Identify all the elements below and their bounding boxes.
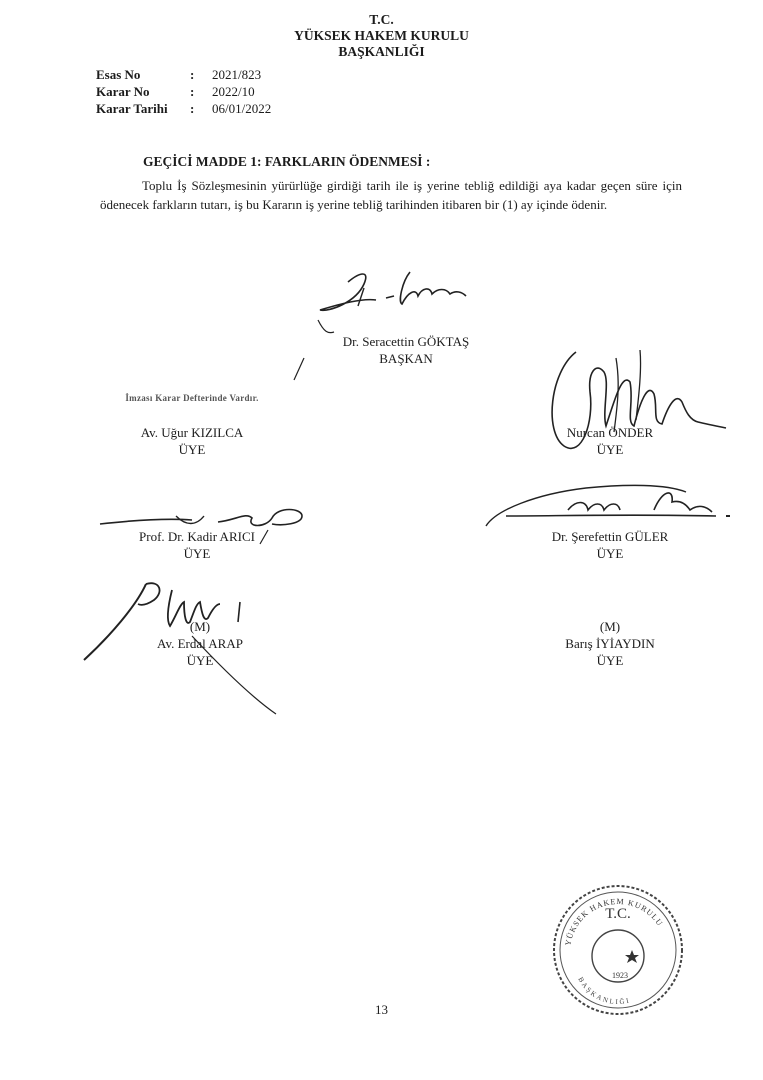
meta-colon: : <box>190 84 195 99</box>
signatory-role: ÜYE <box>596 442 624 457</box>
header-tc: T.C. <box>369 12 394 27</box>
signature-block-member3 <box>112 528 282 562</box>
register-note-stamp: İmzası Karar Defterinde Vardır. <box>125 393 259 403</box>
meta-row-karar <box>96 83 271 100</box>
signatory-name: Av. Erdal ARAP <box>157 636 243 651</box>
signatory-mark: (M) <box>189 619 211 634</box>
meta-value: 2022/10 <box>212 84 255 99</box>
header-institution: YÜKSEK HAKEM KURULU <box>294 28 469 43</box>
signature-block-member4 <box>520 528 700 562</box>
meta-value: 2021/823 <box>212 67 262 82</box>
meta-colon: : <box>190 101 195 116</box>
seal-ring-text: YÜKSEK HAKEM KURULU <box>563 896 665 947</box>
signatory-role: ÜYE <box>596 653 624 668</box>
seal-top-text: T.C. <box>605 906 631 922</box>
president-signature <box>290 262 480 392</box>
signatory-mark: (M) <box>599 619 621 634</box>
case-metadata <box>96 66 271 117</box>
signature-block-president <box>318 333 494 367</box>
signatory-name: Dr. Seracettin GÖKTAŞ <box>342 334 470 349</box>
meta-label: Esas No <box>96 67 141 82</box>
signature-block-member6 <box>520 618 700 669</box>
signature-block-member1 <box>102 424 282 458</box>
meta-row-tarih <box>96 100 271 117</box>
signature-block-member5 <box>110 618 290 669</box>
meta-colon: : <box>190 67 195 82</box>
signatory-role: ÜYE <box>183 546 211 561</box>
meta-row-esas <box>96 66 271 83</box>
signatory-role: ÜYE <box>178 442 206 457</box>
seal-bottom-text: BAŞKANLIĞI <box>576 975 632 1007</box>
signatory-role: BAŞKAN <box>379 351 433 366</box>
header-department: BAŞKANLIĞI <box>338 44 425 59</box>
document-header <box>0 12 763 60</box>
star-icon <box>625 950 639 963</box>
meta-label: Karar Tarihi <box>96 101 168 116</box>
meta-label: Karar No <box>96 84 150 99</box>
signatory-name: Nurcan ÖNDER <box>566 425 654 440</box>
page-number: 13 <box>375 1002 388 1017</box>
seal-year: 1923 <box>612 971 628 980</box>
signatory-name: Prof. Dr. Kadir ARICI <box>139 529 255 544</box>
article-title: GEÇİCİ MADDE 1: FARKLARIN ÖDENMESİ : <box>143 154 431 169</box>
crescent-icon <box>610 942 622 966</box>
official-seal <box>548 880 688 1020</box>
signature-block-member2 <box>520 424 700 458</box>
signatory-name: Barış İYİAYDIN <box>565 636 655 651</box>
signatory-role: ÜYE <box>596 546 624 561</box>
meta-value: 06/01/2022 <box>212 101 272 116</box>
signatory-name: Dr. Şerefettin GÜLER <box>551 529 669 544</box>
signatory-role: ÜYE <box>186 653 214 668</box>
signatory-name: Av. Uğur KIZILCA <box>140 425 244 440</box>
article-body: Toplu İş Sözleşmesinin yürürlüğe girdiği tarih ile iş yerine tebliğ edildiği aya kadar geçen süre için ödenecek farkların tutarı, iş bu Kararın iş yerine tebliğ tarihinden itibaren bir (1) ay içinde ödenir. <box>100 178 682 212</box>
